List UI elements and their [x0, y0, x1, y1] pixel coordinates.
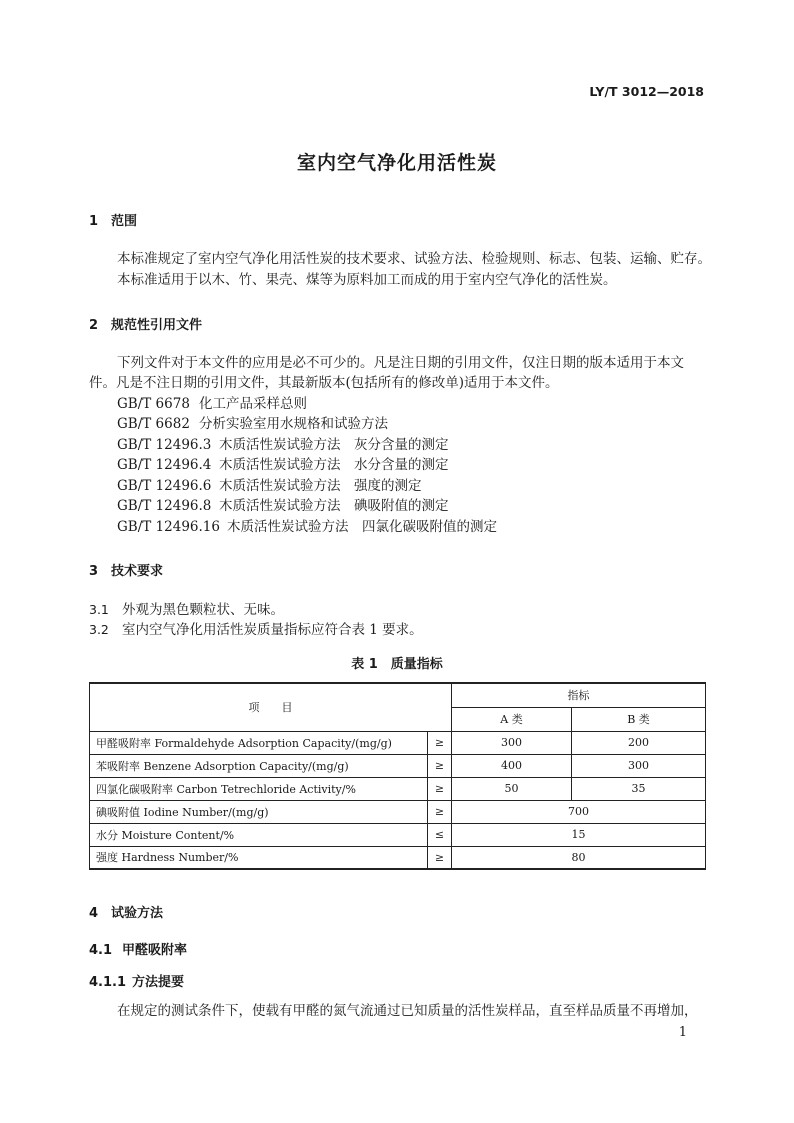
row-operator: ≥: [428, 754, 452, 777]
row-value-ab: 15: [452, 823, 706, 846]
table-header-class-a: A 类: [452, 707, 572, 731]
section-title: 规范性引用文件: [111, 318, 203, 333]
reference-code: GB/T 6682: [117, 416, 190, 432]
reference-code: GB/T 6678: [117, 396, 190, 412]
row-item: 苯吸附率 Benzene Adsorption Capacity/(mg/g): [90, 754, 428, 777]
row-value-a: 300: [452, 731, 572, 754]
row-value-b: 35: [572, 777, 706, 800]
reference-item: [117, 496, 449, 517]
table-caption: 表 1 质量指标: [351, 657, 443, 672]
reference-title: 木质活性炭试验方法 碘吸附值的测定: [219, 498, 449, 514]
reference-code: GB/T 12496.3: [117, 437, 212, 453]
clause-text: 外观为黑色颗粒状、无味。: [122, 602, 284, 618]
reference-item: [117, 414, 388, 435]
row-item: 四氯化碳吸附率 Carbon Tetrechloride Activity/%: [90, 777, 428, 800]
row-value-a: 400: [452, 754, 572, 777]
clause-text: 室内空气净化用活性炭质量指标应符合表 1 要求。: [122, 622, 423, 638]
reference-title: 木质活性炭试验方法 灰分含量的测定: [219, 437, 449, 453]
row-value-b: 300: [572, 754, 706, 777]
section-number: 3: [89, 564, 99, 579]
row-value-a: 50: [452, 777, 572, 800]
clause-item: [89, 600, 284, 621]
reference-code: GB/T 12496.8: [117, 498, 212, 514]
reference-title: 木质活性炭试验方法 水分含量的测定: [219, 457, 449, 473]
subsubsection-number: 4.1.1: [89, 975, 127, 990]
document-title: 室内空气净化用活性炭: [296, 152, 497, 174]
reference-title: 化工产品采样总则: [199, 396, 307, 412]
clause-item: [89, 620, 423, 641]
table-header-index: 指标: [452, 683, 706, 707]
subsection-heading: [89, 939, 187, 958]
section-number: 2: [89, 318, 99, 333]
reference-title: 分析实验室用水规格和试验方法: [199, 416, 388, 432]
section-title: 试验方法: [111, 906, 164, 921]
section-number: 1: [89, 214, 99, 229]
section-heading-technical-requirements: [89, 560, 163, 579]
table-row: [90, 800, 706, 823]
row-item: 水分 Moisture Content/%: [90, 823, 428, 846]
row-operator: ≥: [428, 846, 452, 869]
row-operator: ≤: [428, 823, 452, 846]
reference-item: [117, 476, 422, 497]
section-heading-normative-references: [89, 314, 202, 333]
reference-item: [117, 455, 449, 476]
row-item: 碘吸附值 Iodine Number/(mg/g): [90, 800, 428, 823]
reference-code: GB/T 12496.16: [117, 519, 220, 535]
table-row: [90, 731, 706, 754]
reference-title: 木质活性炭试验方法 强度的测定: [219, 478, 422, 494]
row-operator: ≥: [428, 777, 452, 800]
row-item: 强度 Hardness Number/%: [90, 846, 428, 869]
subsubsection-heading: [89, 971, 184, 990]
table-row: [90, 846, 706, 869]
paragraph: 本标准规定了室内空气净化用活性炭的技术要求、试验方法、检验规则、标志、包装、运输、贮存。: [117, 251, 711, 267]
paragraph: 下列文件对于本文件的应用是必不可少的。凡是注日期的引用文件，仅注日期的版本适用于本文: [117, 355, 684, 371]
clause-number: 3.1: [89, 602, 109, 617]
row-operator: ≥: [428, 731, 452, 754]
paragraph: 在规定的测试条件下，使载有甲醛的氮气流通过已知质量的活性炭样品，直至样品质量不再增加，: [117, 1003, 698, 1019]
reference-item: [117, 517, 497, 538]
table-row: [90, 777, 706, 800]
reference-code: GB/T 12496.6: [117, 478, 212, 494]
standard-number: LY/T 3012—2018: [589, 84, 704, 99]
table-header-class-b: B 类: [572, 707, 706, 731]
reference-item: [117, 394, 307, 415]
subsection-number: 4.1: [89, 943, 113, 958]
table-row: [90, 823, 706, 846]
row-item: 甲醛吸附率 Formaldehyde Adsorption Capacity/(mg/g): [90, 731, 428, 754]
row-value-b: 200: [572, 731, 706, 754]
paragraph: 件。凡是不注日期的引用文件，其最新版本(包括所有的修改单)适用于本文件。: [89, 375, 559, 391]
subsubsection-title: 方法提要: [132, 975, 185, 990]
reference-item: [117, 435, 449, 456]
row-operator: ≥: [428, 800, 452, 823]
section-heading-scope: [89, 210, 137, 229]
section-title: 技术要求: [111, 564, 164, 579]
subsection-title: 甲醛吸附率: [122, 943, 188, 958]
section-title: 范围: [111, 214, 138, 229]
row-value-ab: 700: [452, 800, 706, 823]
section-heading-test-methods: [89, 902, 163, 921]
section-number: 4: [89, 906, 99, 921]
reference-title: 木质活性炭试验方法 四氯化碳吸附值的测定: [227, 519, 497, 535]
quality-index-table: [89, 682, 706, 870]
row-value-ab: 80: [452, 846, 706, 869]
table-header-item: 项 目: [90, 683, 452, 731]
reference-code: GB/T 12496.4: [117, 457, 212, 473]
paragraph: 本标准适用于以木、竹、果壳、煤等为原料加工而成的用于室内空气净化的活性炭。: [117, 272, 617, 288]
page-number: 1: [678, 1025, 687, 1040]
table-row: [90, 754, 706, 777]
clause-number: 3.2: [89, 622, 109, 637]
